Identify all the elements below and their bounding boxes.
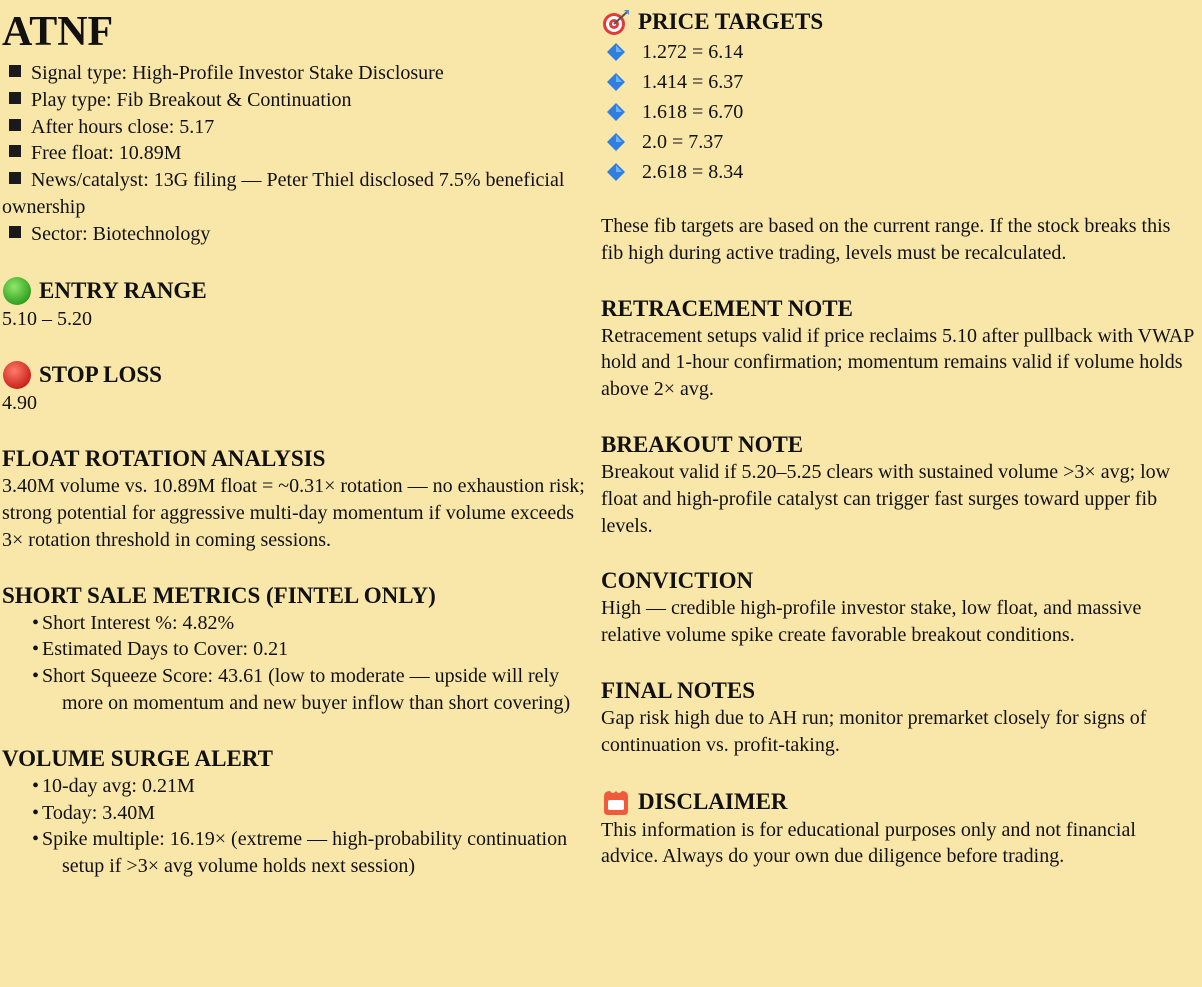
short-sale-list <box>2 610 597 717</box>
blue-diamond-icon <box>607 43 625 61</box>
black-square-icon <box>9 65 21 77</box>
float-rotation-heading: FLOAT ROTATION ANALYSIS <box>2 446 326 472</box>
meta-item: Free float: 10.89M <box>2 140 597 167</box>
list-item: • Today: 3.40M <box>32 801 156 824</box>
green-circle-icon <box>2 276 32 306</box>
blue-diamond-icon <box>607 73 625 91</box>
volume-surge-list <box>2 773 597 880</box>
final-notes-text: Gap risk high due to AH run; monitor premarket closely for signs of continuation vs. profit-taking. <box>601 706 1147 756</box>
left-column <box>2 0 597 880</box>
target-icon <box>601 7 631 37</box>
target-item: 1.414 = 6.37 <box>601 67 1196 97</box>
black-square-icon <box>9 172 21 184</box>
meta-item: Play type: Fib Breakout & Continuation <box>2 87 597 114</box>
stop-loss-value: 4.90 <box>2 392 37 415</box>
meta-item: Signal type: High-Profile Investor Stake Disclosure <box>2 60 597 87</box>
target-item: 1.272 = 6.14 <box>601 37 1196 67</box>
black-square-icon <box>9 226 21 238</box>
breakout-text: Breakout valid if 5.20–5.25 clears with sustained volume >3× avg; low float and high-profile catalyst can trigger fast surges toward upper fib levels. <box>601 460 1171 537</box>
short-sale-heading: SHORT SALE METRICS (FINTEL ONLY) <box>2 582 436 608</box>
breakout-heading: BREAKOUT NOTE <box>601 431 804 457</box>
price-targets-heading: PRICE TARGETS <box>601 7 1196 37</box>
entry-range-value: 5.10 – 5.20 <box>2 307 92 330</box>
red-circle-icon <box>2 360 32 390</box>
blue-diamond-icon <box>607 133 625 151</box>
blue-diamond-icon <box>607 103 625 121</box>
volume-surge-heading: VOLUME SURGE ALERT <box>2 745 273 771</box>
ticker-title: ATNF <box>2 9 114 55</box>
target-item: 1.618 = 6.70 <box>601 97 1196 127</box>
price-targets-list <box>601 37 1196 187</box>
black-square-icon <box>9 92 21 104</box>
list-item: • 10-day avg: 0.21M <box>32 774 195 797</box>
meta-list <box>2 60 597 248</box>
entry-range-heading: ENTRY RANGE <box>2 276 597 306</box>
black-square-icon <box>9 119 21 131</box>
disclaimer-text: This information is for educational purposes only and not financial advice. Always do your own due diligence before trading. <box>601 818 1136 868</box>
list-item: • Short Interest %: 4.82% <box>32 611 235 634</box>
meta-item: News/catalyst: 13G filing — Peter Thiel disclosed 7.5% beneficial ownership <box>2 169 565 218</box>
black-square-icon <box>9 145 21 157</box>
blue-diamond-icon <box>607 163 625 181</box>
target-item: 2.0 = 7.37 <box>601 127 1196 157</box>
disclaimer-heading: DISCLAIMER <box>601 787 1196 817</box>
price-targets-note: These fib targets are based on the current range. If the stock breaks this fib high during active trading, levels must be recalculated. <box>601 215 1171 264</box>
target-item: 2.618 = 8.34 <box>601 157 1196 187</box>
conviction-text: High — credible high-profile investor stake, low float, and massive relative volume spike create favorable breakout conditions. <box>601 597 1142 647</box>
right-column <box>601 0 1196 870</box>
meta-item: After hours close: 5.17 <box>2 114 597 141</box>
list-item: • Spike multiple: 16.19× (extreme — high-probability continuation setup if >3× avg volume holds next session) <box>32 828 568 878</box>
final-notes-heading: FINAL NOTES <box>601 677 756 703</box>
stop-loss-heading: STOP LOSS <box>2 360 597 390</box>
meta-item: Sector: Biotechnology <box>2 221 597 248</box>
retracement-text: Retracement setups valid if price reclaims 5.10 after pullback with VWAP hold and 1-hour confirmation; momentum remains valid if volume holds above 2× avg. <box>601 324 1194 401</box>
retracement-heading: RETRACEMENT NOTE <box>601 295 853 321</box>
list-item: • Estimated Days to Cover: 0.21 <box>32 638 289 661</box>
conviction-heading: CONVICTION <box>601 568 754 594</box>
list-item: • Short Squeeze Score: 43.61 (low to moderate — upside will rely more on momentum and new buyer inflow than short covering) <box>32 665 571 714</box>
float-rotation-text: 3.40M volume vs. 10.89M float = ~0.31× rotation — no exhaustion risk; strong potential for aggressive multi-day momentum if volume exceeds 3× rotation threshold in coming sessions. <box>2 475 585 551</box>
name-badge-icon <box>601 787 631 817</box>
